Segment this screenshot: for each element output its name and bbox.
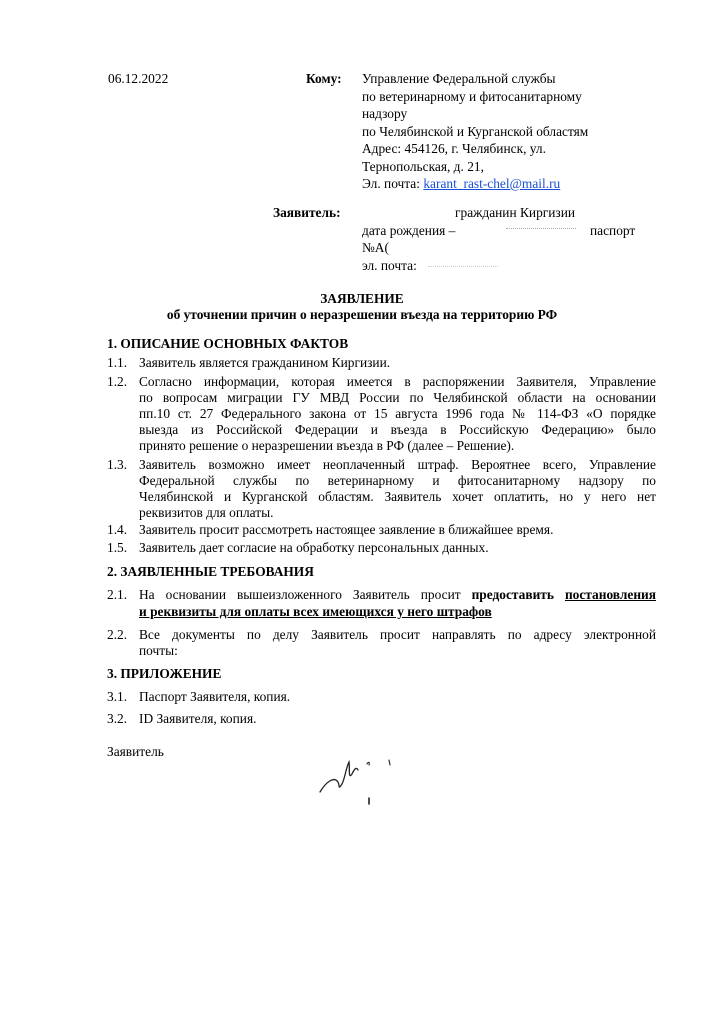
section-heading: 2. ЗАЯВЛЕННЫЕ ТРЕБОВАНИЯ — [107, 564, 314, 579]
to-label: Кому: — [306, 71, 342, 86]
signature-label: Заявитель — [107, 744, 164, 759]
item-number: 3.1. — [107, 689, 128, 704]
item-line: Федеральной службы по ветеринарному и фитосанитарному надзору по — [139, 473, 656, 488]
applicant-passport-label: паспорт — [590, 223, 636, 238]
item-text — [139, 457, 656, 521]
recipient-email-row — [362, 176, 588, 194]
recipient-line: Управление Федеральной службы — [362, 71, 556, 86]
item-line: Все документы по делу Заявитель просит направлять по адресу электронной — [139, 627, 656, 642]
item-number: 1.2. — [107, 374, 128, 389]
section-heading: 3. ПРИЛОЖЕНИЕ — [107, 666, 222, 681]
recipient-line: по ветеринарному и фитосанитарному — [362, 88, 582, 104]
item-line: Заявитель возможно имеет неоплаченный штраф. Вероятнее всего, Управление — [139, 457, 656, 472]
item-number: 3.2. — [107, 711, 128, 726]
redacted-email — [428, 266, 498, 269]
item-number: 1.5. — [107, 540, 128, 555]
item-number: 1.4. — [107, 522, 128, 537]
item-text — [139, 627, 656, 659]
recipient-block — [362, 71, 588, 194]
redacted-dob — [506, 228, 576, 231]
document-date: 06.12.2022 — [108, 71, 169, 86]
item-text: Заявитель дает согласие на обработку персональных данных. — [139, 540, 489, 555]
item-line — [139, 587, 656, 604]
item-number: 1.1. — [107, 355, 128, 370]
recipient-line: Тернопольская, д. 21, — [362, 158, 484, 174]
item-line: реквизитов для оплаты. — [139, 505, 274, 520]
section-heading: 1. ОПИСАНИЕ ОСНОВНЫХ ФАКТОВ — [107, 336, 349, 351]
item-text — [139, 374, 656, 454]
item-line: выезда из Российской Федерации и въезда в Российскую Федерацию» было — [139, 422, 656, 437]
item-line: по вопросам миграции ГУ МВД России по Челябинской области на основании — [139, 390, 656, 405]
applicant-email-label: эл. почта: — [362, 258, 417, 273]
item-number: 2.2. — [107, 627, 128, 642]
item-number: 1.3. — [107, 457, 128, 472]
item-text: ID Заявителя, копия. — [139, 711, 257, 726]
recipient-line: по Челябинской и Курганской областям — [362, 123, 589, 139]
applicant-citizenship: гражданин Киргизии — [455, 205, 576, 220]
item-text: Паспорт Заявителя, копия. — [139, 689, 291, 704]
item-line: Согласно информации, которая имеется в распоряжении Заявителя, Управление — [139, 374, 656, 389]
request-text: На основании вышеизложенного Заявитель просит — [139, 587, 472, 602]
recipient-line: Адрес: 454126, г. Челябинск, ул. — [362, 141, 546, 156]
item-text — [139, 587, 656, 621]
item-text: Заявитель просит рассмотреть настоящее заявление в ближайшее время. — [139, 522, 554, 537]
document-subtitle: об уточнении причин о неразрешении въезда на территорию РФ — [166, 307, 558, 322]
request-bold: предоставить — [471, 587, 554, 602]
applicant-label: Заявитель: — [273, 205, 341, 220]
item-line: пп.10 ст. 27 Федерального закона от 15 августа 1996 года № 114-ФЗ «О порядке — [139, 406, 656, 421]
request-bold-underline: постановления — [564, 587, 656, 602]
applicant-dob-label: дата рождения – — [362, 223, 456, 238]
recipient-line: надзору — [362, 106, 408, 121]
document-title: ЗАЯВЛЕНИЕ — [320, 291, 404, 306]
item-line: Челябинской и Курганской областям. Заявитель хочет оплатить, но у него нет — [139, 489, 656, 504]
item-text: Заявитель является гражданином Киргизии. — [139, 355, 391, 370]
applicant-passport-number: №А( — [362, 240, 389, 255]
item-line: принято решение о неразрешении въезда в РФ (далее – Решение). — [139, 438, 515, 453]
signature-image — [312, 752, 412, 812]
recipient-email-link[interactable]: karant_rast-chel@mail.ru — [423, 176, 561, 191]
recipient-email-label: Эл. почта: — [362, 176, 420, 191]
request-emphasis: и реквизиты для оплаты всех имеющихся у него штрафов — [139, 604, 492, 619]
item-line: почты: — [139, 643, 178, 658]
item-number: 2.1. — [107, 587, 128, 602]
